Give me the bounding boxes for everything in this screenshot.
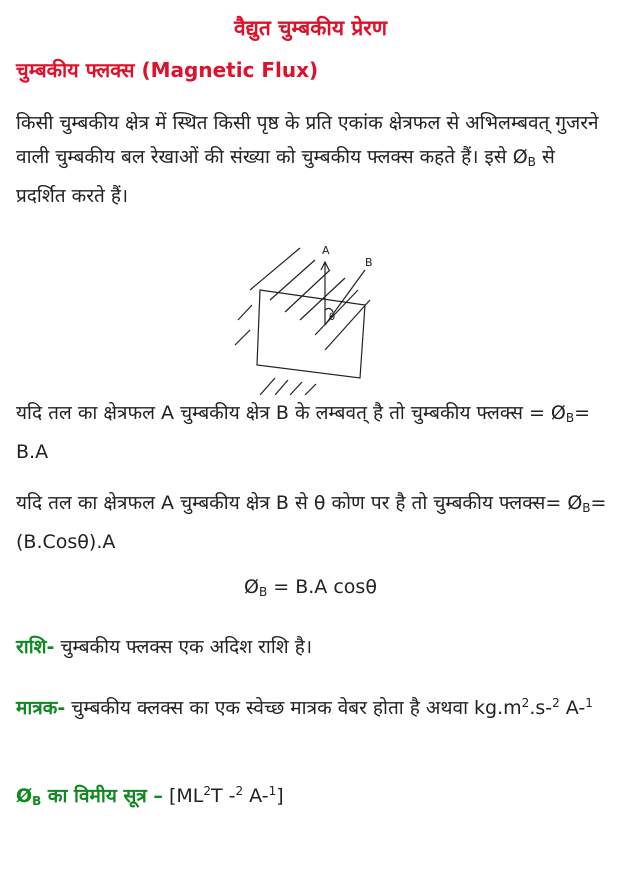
case1-text: यदि तल का क्षेत्रफल A चुम्बकीय क्षेत्र B के लम्बवत् है तो चुम्बकीय फ्लक्स = Ø	[16, 402, 566, 424]
case2-sub: B	[582, 501, 591, 515]
quantity-label: राशि-	[16, 636, 55, 658]
section-heading: चुम्बकीय फ्लक्स (Magnetic Flux)	[16, 58, 319, 82]
dimension-label: का विमीय सूत्र –	[41, 785, 163, 807]
formula-sub: B	[259, 585, 268, 599]
unit-mid2: A-	[559, 697, 586, 719]
formula-symbol: Ø	[244, 576, 259, 598]
definition-paragraph	[16, 106, 608, 213]
case2-text: यदि तल का क्षेत्रफल A चुम्बकीय क्षेत्र B से θ कोण पर है तो चुम्बकीय फ्लक्स= Ø	[16, 492, 583, 514]
dimension-paragraph	[16, 774, 608, 818]
case-angle	[16, 486, 608, 559]
unit-sup1: 2	[521, 696, 530, 710]
quantity-text: चुम्बकीय फ्लक्स एक अदिश राशि है।	[54, 636, 313, 658]
dimension-symbol: Ø	[16, 785, 33, 807]
dimension-sub: B	[32, 794, 42, 808]
dimension-sup3: 1	[268, 784, 277, 798]
dimension-formula-a: [ML	[162, 785, 204, 807]
dimension-sup2: 2	[235, 784, 244, 798]
quantity-paragraph	[16, 630, 608, 664]
formula-rest: = B.A cosθ	[267, 576, 377, 598]
magnetic-flux-diagram	[230, 240, 390, 395]
dimension-formula-d: ]	[276, 785, 284, 807]
definition-end: से प्रदर्शित करते हैं।	[16, 146, 555, 207]
case1-end: = B.A	[16, 402, 591, 463]
unit-sup3: 1	[585, 696, 593, 710]
surface-rectangle	[257, 290, 365, 378]
dimension-sup1: 2	[203, 784, 211, 798]
unit-mid: .s-	[529, 697, 553, 719]
flux-formula	[0, 576, 621, 599]
label-theta: θ	[329, 312, 336, 323]
case-perpendicular	[16, 396, 608, 469]
label-b: B	[365, 256, 373, 269]
case2-end: = (B.Cosθ).A	[16, 492, 607, 553]
dimension-formula-c: A-	[243, 785, 269, 807]
dimension-formula-b: T -	[210, 785, 236, 807]
unit-label: मात्रक-	[16, 697, 66, 719]
case1-sub: B	[565, 411, 575, 425]
unit-paragraph	[16, 686, 608, 725]
unit-sup2: 2	[552, 696, 560, 710]
flux-subscript: B	[527, 155, 536, 169]
page-title: वैद्युत चुम्बकीय प्रेरण	[233, 16, 388, 40]
flux-symbol: Ø	[512, 146, 528, 168]
definition-text: किसी चुम्बकीय क्षेत्र में स्थित किसी पृष्ठ के प्रति एकांक क्षेत्रफल से अभिलम्बवत् गुजरने वाली चुम्बकीय बल रेखाओं की संख्या को चुम्बकीय फ्लक्स कहते हैं। इसे	[16, 112, 599, 168]
unit-text: चुम्बकीय क्लक्स का एक स्वेच्छ मात्रक वेबर होता है अथवा kg.m	[65, 697, 522, 719]
label-a: A	[322, 244, 330, 257]
